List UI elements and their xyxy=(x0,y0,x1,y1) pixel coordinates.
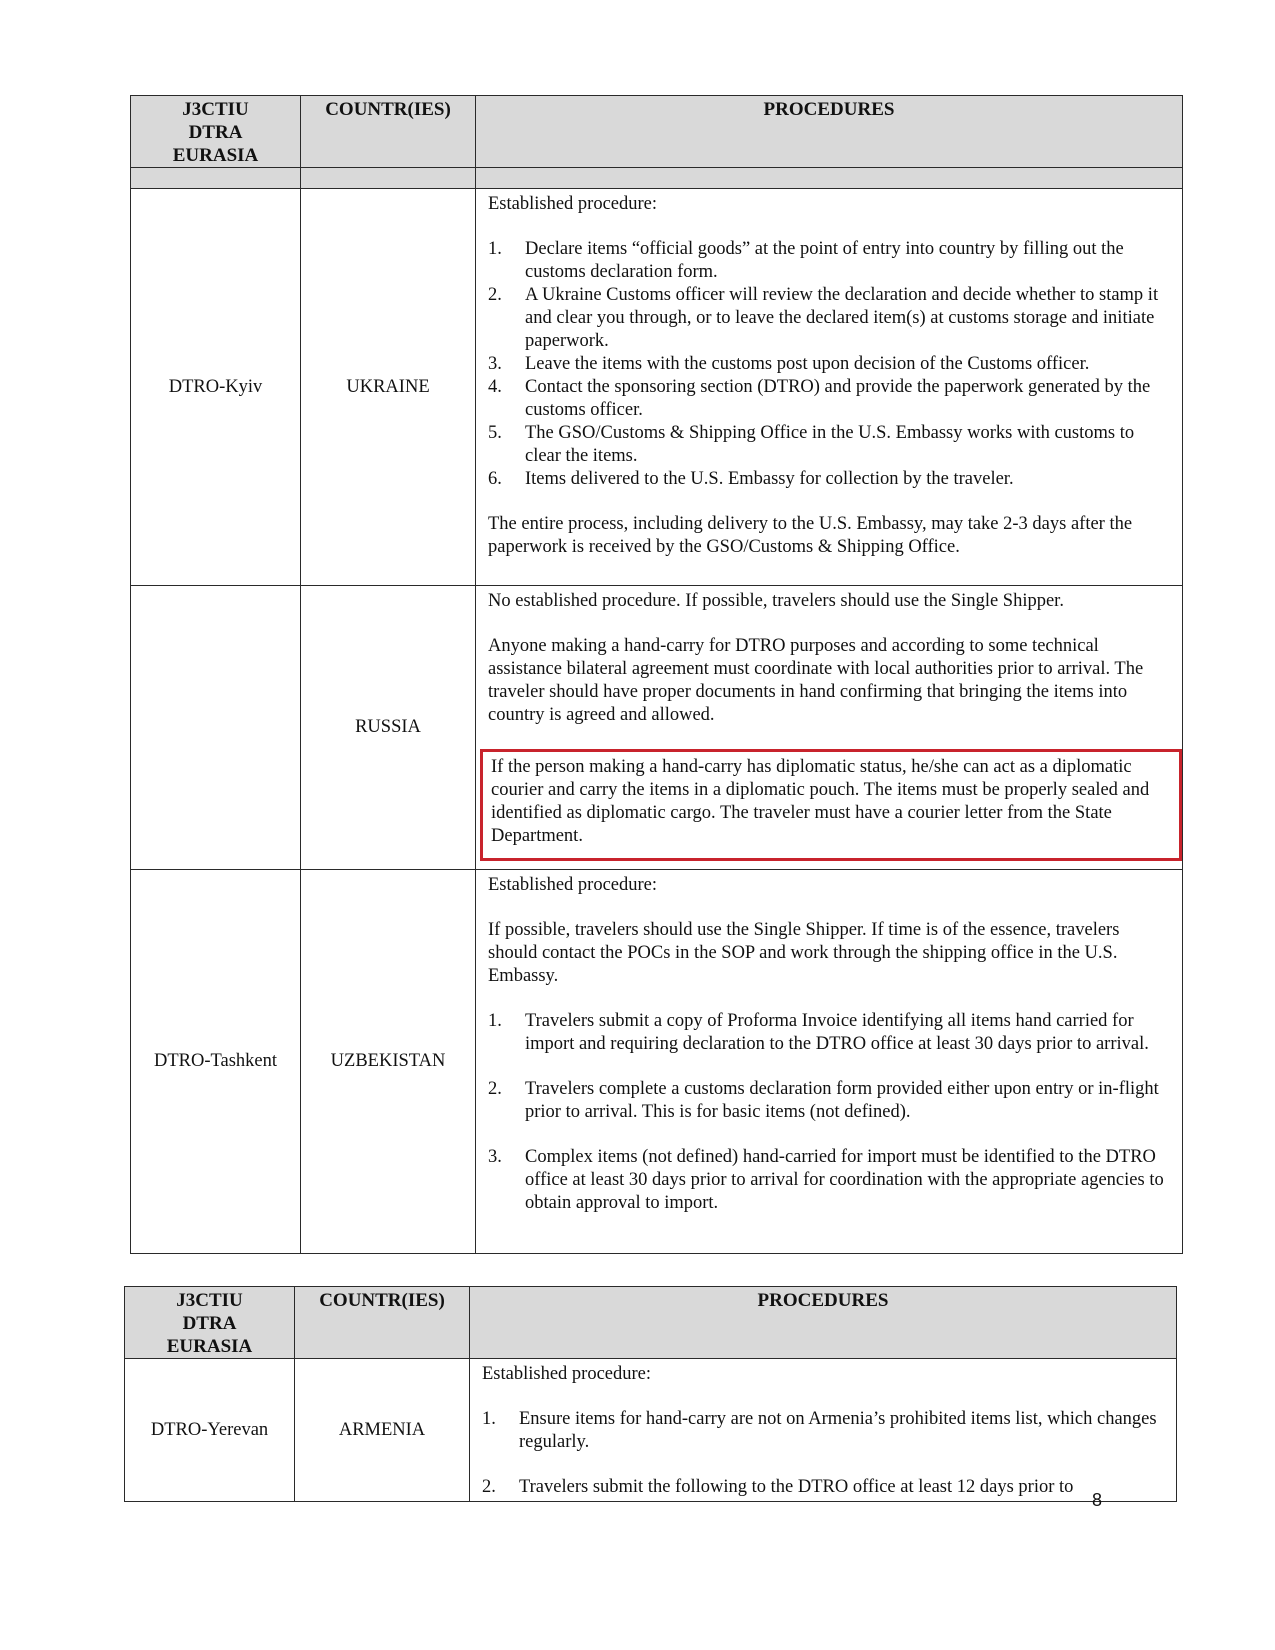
office-cell: DTRO-Tashkent xyxy=(131,870,301,1254)
list-item: 1. Travelers submit a copy of Proforma Invoice identifying all items hand carried for import and requiring declaration to the DTRO office at least 30 days prior to arrival. xyxy=(488,1011,1149,1054)
country-cell: UZBEKISTAN xyxy=(301,870,476,1254)
procedure-steps xyxy=(482,1408,1166,1499)
procedure-paragraph: If possible, travelers should use the Single Shipper. If time is of the essence, travelers should contact the POCs in the SOP and work through the shipping office in the U.S. Embassy. xyxy=(488,920,1120,986)
list-item: 2. A Ukraine Customs officer will review the declaration and decide whether to stamp it and clear you through, or to leave the declared item(s) at customs storage and initiate paperwork. xyxy=(488,285,1159,351)
table-row-russia xyxy=(131,586,1183,870)
table-header-row xyxy=(131,96,1183,168)
table-row-uzbekistan xyxy=(131,870,1183,1254)
office-cell xyxy=(131,586,301,870)
country-cell: ARMENIA xyxy=(295,1359,470,1502)
procedure-cell xyxy=(470,1359,1177,1502)
header-countries: COUNTR(IES) xyxy=(295,1287,470,1359)
list-item: 2. Travelers submit the following to the DTRO office at least 12 days prior to xyxy=(482,1477,1074,1497)
list-item: 1. Declare items “official goods” at the point of entry into country by filling out the customs declaration form. xyxy=(488,239,1124,282)
highlighted-paragraph: If the person making a hand-carry has diplomatic status, he/she can act as a diplomatic courier and carry the items in a diplomatic pouch. The items must be properly sealed and identified as diplomatic cargo. The traveler must have a courier letter from the State Department. xyxy=(480,749,1182,861)
list-item: 5. The GSO/Customs & Shipping Office in the U.S. Embassy works with customs to clear the items. xyxy=(488,423,1135,466)
header-countries: COUNTR(IES) xyxy=(301,96,476,168)
procedure-steps xyxy=(488,1010,1172,1215)
list-item: 4. Contact the sponsoring section (DTRO) and provide the paperwork generated by the customs officer. xyxy=(488,377,1151,420)
office-cell: DTRO-Kyiv xyxy=(131,189,301,586)
procedure-intro: Established procedure: xyxy=(482,1364,652,1384)
procedures-table-2 xyxy=(124,1286,1177,1502)
header-office-line: J3CTIU xyxy=(182,99,249,120)
office-cell: DTRO-Yerevan xyxy=(125,1359,295,1502)
procedure-cell xyxy=(476,870,1183,1254)
procedure-cell xyxy=(476,189,1183,586)
header-office-line: DTRA xyxy=(188,122,243,143)
header-office-line: DTRA xyxy=(182,1313,237,1334)
list-item: 3. Leave the items with the customs post upon decision of the Customs officer. xyxy=(488,354,1090,374)
table-header-row xyxy=(125,1287,1177,1359)
table-row-ukraine xyxy=(131,189,1183,586)
procedure-intro: Established procedure: xyxy=(488,194,658,214)
header-band-row xyxy=(131,168,1183,189)
list-item: 6. Items delivered to the U.S. Embassy for collection by the traveler. xyxy=(488,469,1014,489)
list-item: 3. Complex items (not defined) hand-carried for import must be identified to the DTRO office at least 30 days prior to arrival for coordination with the appropriate agencies to obtain approval to import. xyxy=(488,1147,1164,1213)
procedure-cell xyxy=(476,586,1183,870)
table-row-armenia xyxy=(125,1359,1177,1502)
list-item: 1. Ensure items for hand-carry are not on Armenia’s prohibited items list, which changes regularly. xyxy=(482,1409,1157,1452)
header-office-cell xyxy=(131,96,301,168)
header-procedures: PROCEDURES xyxy=(470,1287,1177,1359)
header-office-line: EURASIA xyxy=(166,1336,253,1357)
header-office-line: J3CTIU xyxy=(176,1290,243,1311)
header-procedures: PROCEDURES xyxy=(476,96,1183,168)
header-office-cell xyxy=(125,1287,295,1359)
country-cell: RUSSIA xyxy=(301,586,476,870)
country-cell: UKRAINE xyxy=(301,189,476,586)
procedure-paragraph: No established procedure. If possible, travelers should use the Single Shipper. xyxy=(488,591,1064,611)
procedures-table-1 xyxy=(130,95,1183,1254)
procedure-closing: The entire process, including delivery to the U.S. Embassy, may take 2-3 days after the paperwork is received by the GSO/Customs & Shipping Office. xyxy=(488,514,1133,557)
list-item: 2. Travelers complete a customs declaration form provided either upon entry or in-flight prior to arrival. This is for basic items (not defined). xyxy=(488,1079,1159,1122)
procedure-paragraph: Anyone making a hand-carry for DTRO purposes and according to some technical assistance bilateral agreement must coordinate with local authorities prior to arrival. The traveler should have proper documents in hand confirming that bringing the items into country is agreed and allowed. xyxy=(488,636,1144,725)
procedure-steps xyxy=(488,238,1172,491)
procedure-intro: Established procedure: xyxy=(488,875,658,895)
header-office-line: EURASIA xyxy=(172,145,259,166)
page-number: 8 xyxy=(1092,1490,1103,1510)
